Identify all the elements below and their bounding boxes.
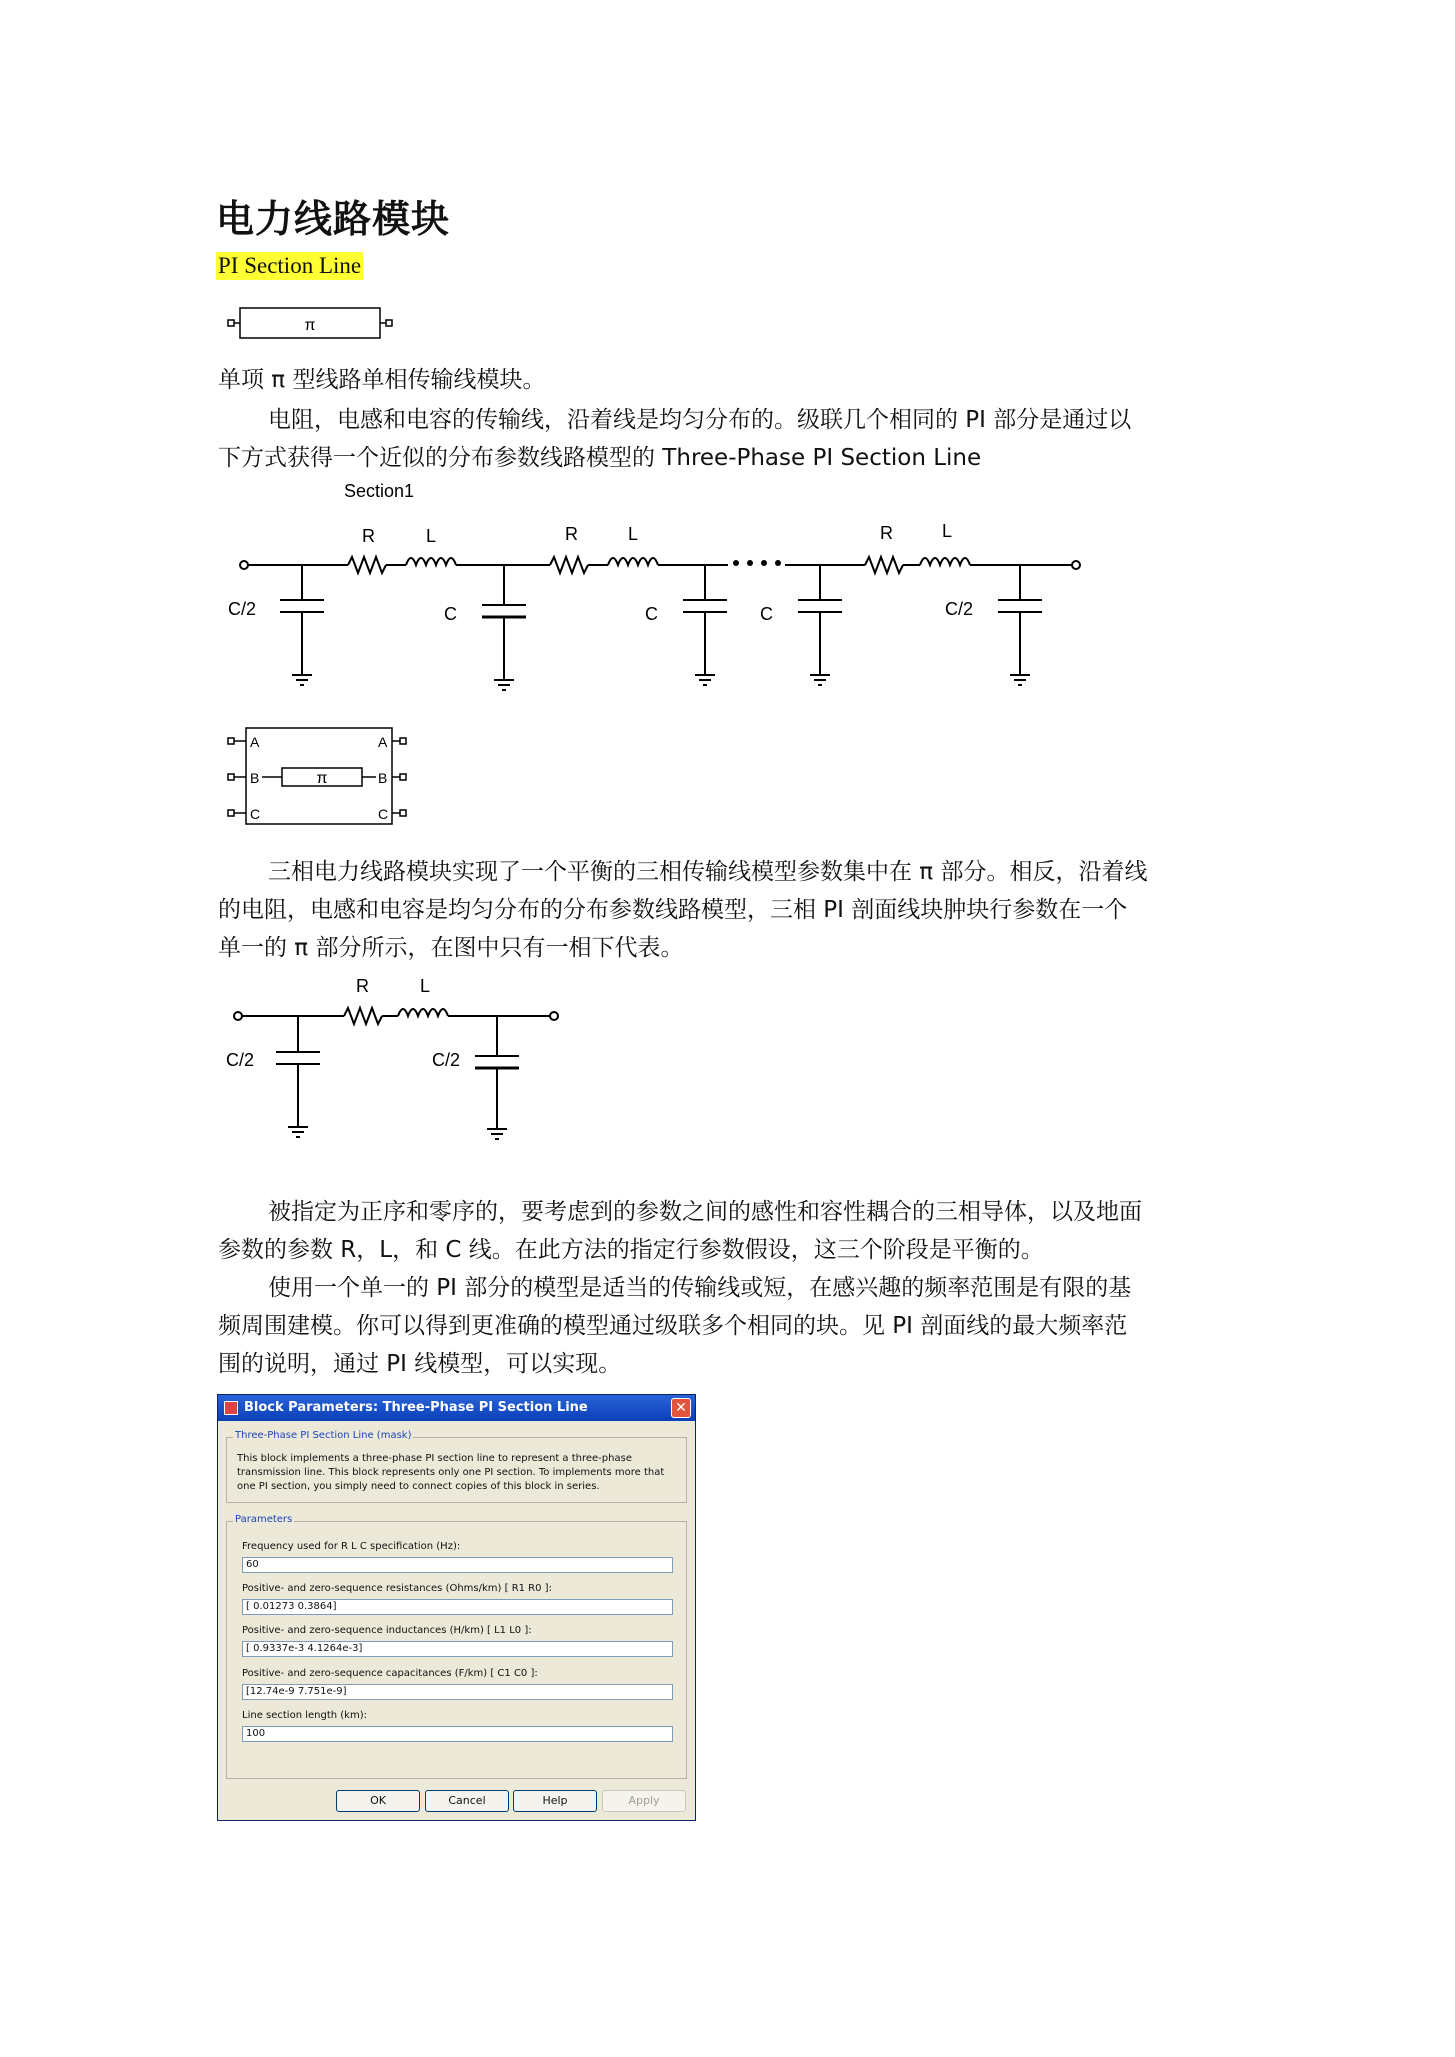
dialog-title: Block Parameters: Three-Phase PI Section Line — [244, 1400, 588, 1415]
c-label-3: C — [760, 604, 773, 624]
pi-block-symbol — [226, 306, 396, 346]
paragraph-3b: 的电阻，电感和电容是均匀分布的分布参数线路模型，三相 PI 剖面线块肿块行参数在一个 — [218, 897, 1128, 923]
description-line-1: This block implements a three-phase PI section line to represent a three-phase — [237, 1453, 632, 1464]
paragraph-4b: 参数的参数 R，L，和 C 线。在此方法的指定行参数假设，这三个阶段是平衡的。 — [218, 1237, 1044, 1263]
three-phase-pi-label: π — [316, 770, 328, 787]
paragraph-3c: 单一的 π 部分所示，在图中只有一相下代表。 — [218, 935, 684, 961]
section1-label: Section1 — [344, 481, 415, 501]
l-label-1: L — [426, 526, 437, 546]
mask-group-label: Three-Phase PI Section Line (mask) — [235, 1430, 412, 1441]
cancel-button[interactable]: Cancel — [425, 1790, 509, 1812]
port-b-left: B — [250, 770, 260, 786]
c-half-label-left: C/2 — [226, 1050, 255, 1070]
description-line-2: transmission line. This block represents only one PI section. To implements more that — [237, 1467, 665, 1478]
resistance-label: Positive- and zero-sequence resistances (Ohms/km) [ R1 R0 ]: — [242, 1583, 552, 1594]
ok-button[interactable]: OK — [336, 1790, 420, 1812]
paragraph-2b: 下方式获得一个近似的分布参数线路模型的 Three-Phase PI Section Line — [218, 445, 982, 471]
r-label-single: R — [356, 976, 369, 996]
description-line-3: one PI section, you simply need to connect copies of this block in series. — [237, 1481, 600, 1492]
port-a-right: A — [378, 734, 388, 750]
r-label-2: R — [565, 524, 578, 544]
c-label-2: C — [645, 604, 658, 624]
mask-description — [237, 1452, 678, 1494]
capacitance-label: Positive- and zero-sequence capacitances (F/km) [ C1 C0 ]: — [242, 1668, 538, 1679]
inductance-input[interactable]: [ 0.9337e-3 4.1264e-3] — [242, 1641, 673, 1657]
close-icon[interactable]: ✕ — [671, 1398, 691, 1418]
l-label-single: L — [420, 976, 431, 996]
paragraph-3a: 三相电力线路模块实现了一个平衡的三相传输线模型参数集中在 π 部分。相反，沿着线 — [268, 859, 1148, 885]
page-title: 电力线路模块 — [216, 197, 451, 241]
c-half-label-2: C/2 — [945, 599, 974, 619]
paragraph-4a: 被指定为正序和零序的，要考虑到的参数之间的感性和容性耦合的三相导体，以及地面 — [268, 1199, 1142, 1225]
paragraph-1: 单项 π 型线路单相传输线模块。 — [218, 367, 546, 393]
help-button[interactable]: Help — [513, 1790, 597, 1812]
c-label-1: C — [444, 604, 457, 624]
simulink-block-icon — [224, 1401, 238, 1415]
port-c-left: C — [250, 806, 261, 822]
port-a-left: A — [250, 734, 260, 750]
parameters-group-label: Parameters — [235, 1514, 293, 1525]
cascaded-pi-circuit — [220, 470, 1100, 700]
dialog-title-bar — [218, 1395, 695, 1421]
l-label-2: L — [628, 524, 639, 544]
resistance-input[interactable]: [ 0.01273 0.3864] — [242, 1599, 673, 1615]
section-highlight: PI Section Line — [218, 253, 362, 278]
apply-button[interactable]: Apply — [602, 1790, 686, 1812]
frequency-input[interactable]: 60 — [242, 1557, 673, 1573]
three-phase-pi-block — [226, 722, 416, 830]
length-input[interactable]: 100 — [242, 1726, 673, 1742]
pi-symbol-label: π — [304, 317, 316, 334]
paragraph-2a: 电阻，电感和电容的传输线，沿着线是均匀分布的。级联几个相同的 PI 部分是通过以 — [268, 407, 1132, 433]
single-pi-circuit — [220, 972, 580, 1142]
l-label-3: L — [942, 521, 953, 541]
c-half-label-1: C/2 — [228, 599, 257, 619]
length-label: Line section length (km): — [242, 1710, 367, 1721]
r-label-3: R — [880, 523, 893, 543]
paragraph-5b: 频周围建模。你可以得到更准确的模型通过级联多个相同的块。见 PI 剖面线的最大频率范 — [218, 1313, 1128, 1339]
port-c-right: C — [378, 806, 389, 822]
inductance-label: Positive- and zero-sequence inductances (H/km) [ L1 L0 ]: — [242, 1625, 532, 1636]
block-parameters-dialog — [217, 1394, 696, 1821]
capacitance-input[interactable]: [12.74e-9 7.751e-9] — [242, 1684, 673, 1700]
mask-description-group — [226, 1430, 687, 1503]
paragraph-5c: 围的说明，通过 PI 线模型，可以实现。 — [218, 1351, 622, 1377]
paragraph-5a: 使用一个单一的 PI 部分的模型是适当的传输线或短，在感兴趣的频率范围是有限的基 — [268, 1275, 1132, 1301]
frequency-label: Frequency used for R L C specification (Hz): — [242, 1541, 461, 1552]
port-b-right: B — [378, 770, 388, 786]
r-label-1: R — [362, 526, 375, 546]
c-half-label-right: C/2 — [432, 1050, 461, 1070]
